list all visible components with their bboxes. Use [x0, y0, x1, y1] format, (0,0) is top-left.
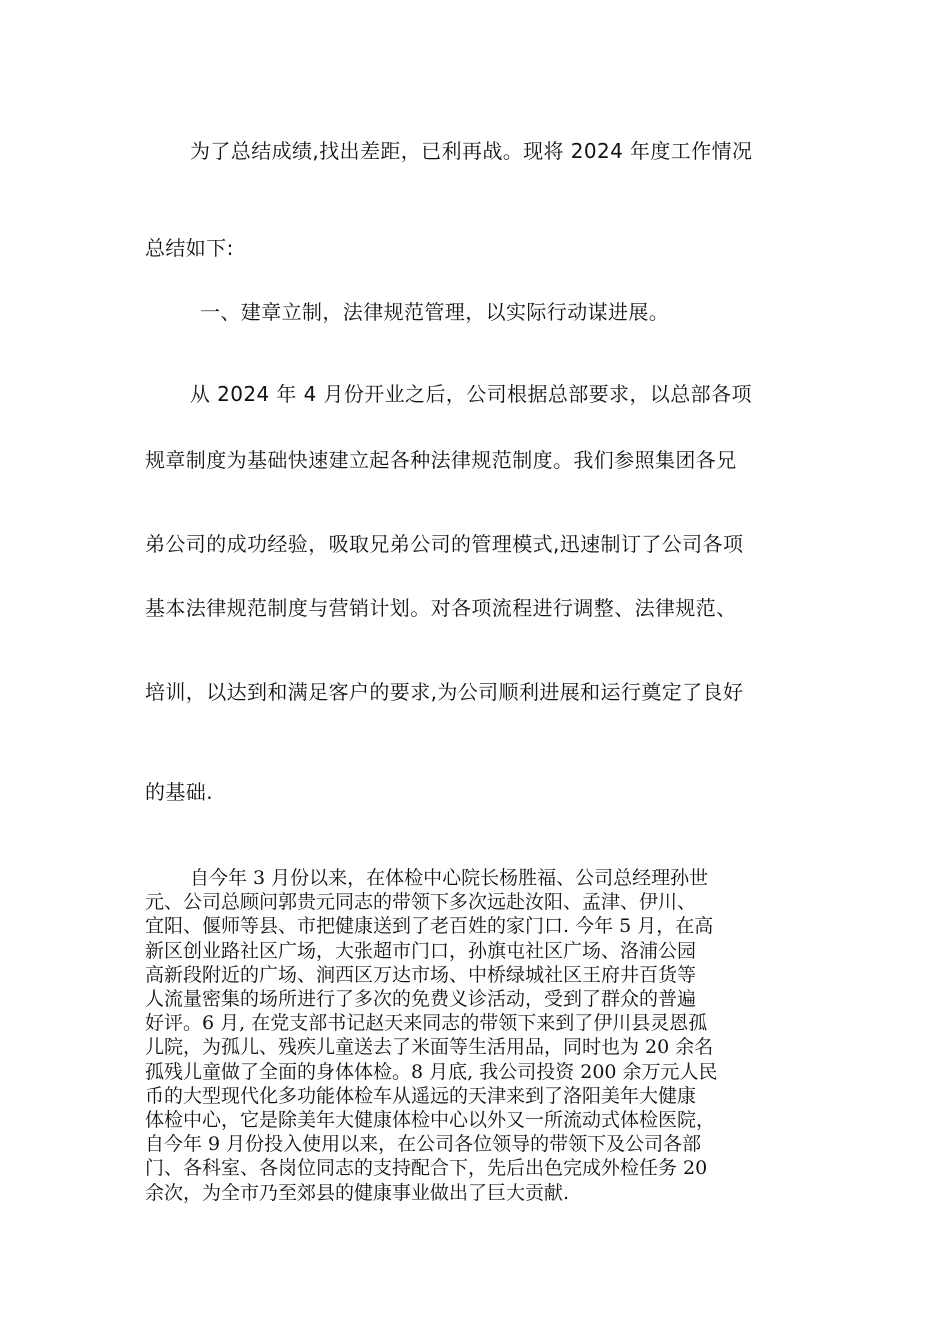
paragraph-2-line: 自今年 3 月份以来，在体检中心院长杨胜福、公司总经理孙世 [190, 867, 709, 889]
paragraph-2-line: 人流量密集的场所进行了多次的免费义诊活动，受到了群众的普遍 [145, 988, 697, 1011]
intro-line-1: 为了总结成绩,找出差距，已利再战。现将 2024 年度工作情况 [190, 139, 753, 163]
paragraph-1-line-1: 从 2024 年 4 月份开业之后，公司根据总部要求，以总部各项 [190, 382, 752, 406]
paragraph-2 [145, 866, 825, 1205]
paragraph-2-line: 币的大型现代化多功能体检车从遥远的天津来到了洛阳美年大健康 [145, 1084, 697, 1107]
paragraph-2-line: 高新段附近的广场、涧西区万达市场、中桥绿城社区王府井百货等 [145, 963, 697, 986]
paragraph-2-line: 门、各科室、各岗位同志的支持配合下，先后出色完成外检任务 20 [145, 1157, 708, 1180]
section-heading: 一、建章立制，法律规范管理，以实际行动谋进展。 [200, 300, 670, 324]
paragraph-2-line: 余次，为全市乃至郊县的健康事业做出了巨大贡献. [145, 1181, 570, 1204]
paragraph-2-line: 好评。6 月, 在党支部书记赵天来同志的带领下来到了伊川县灵恩孤 [145, 1012, 708, 1035]
paragraph-2-line: 元、公司总顾问郭贵元同志的带领下多次远赴汝阳、孟津、伊川、 [145, 891, 697, 914]
paragraph-1-line-6: 的基础. [145, 780, 213, 804]
paragraph-2-line: 孤残儿童做了全面的身体体检。8 月底, 我公司投资 200 余万元人民 [145, 1060, 718, 1083]
intro-line-2: 总结如下: [145, 236, 234, 260]
paragraph-1-line-3: 弟公司的成功经验，吸取兄弟公司的管理模式,迅速制订了公司各项 [145, 532, 744, 556]
paragraph-2-line: 儿院，为孤儿、残疾儿童送去了米面等生活用品，同时也为 20 余名 [145, 1036, 714, 1059]
paragraph-2-line: 新区创业路社区广场，大张超市门口，孙旗屯社区广场、洛浦公园 [145, 939, 697, 962]
paragraph-2-line: 宜阳、偃师等县、市把健康送到了老百姓的家门口. 今年 5 月，在高 [145, 915, 714, 938]
paragraph-2-line: 体检中心，它是除美年大健康体检中心以外又一所流动式体检医院， [145, 1109, 716, 1132]
paragraph-1-line-5: 培训，以达到和满足客户的要求,为公司顺利进展和运行奠定了良好 [145, 680, 744, 704]
paragraph-2-line: 自今年 9 月份投入使用以来，在公司各位领导的带领下及公司各部 [145, 1133, 702, 1156]
paragraph-1-line-4: 基本法律规范制度与营销计划。对各项流程进行调整、法律规范、 [145, 596, 737, 620]
paragraph-1-line-2: 规章制度为基础快速建立起各种法律规范制度。我们参照集团各兄 [145, 448, 737, 472]
